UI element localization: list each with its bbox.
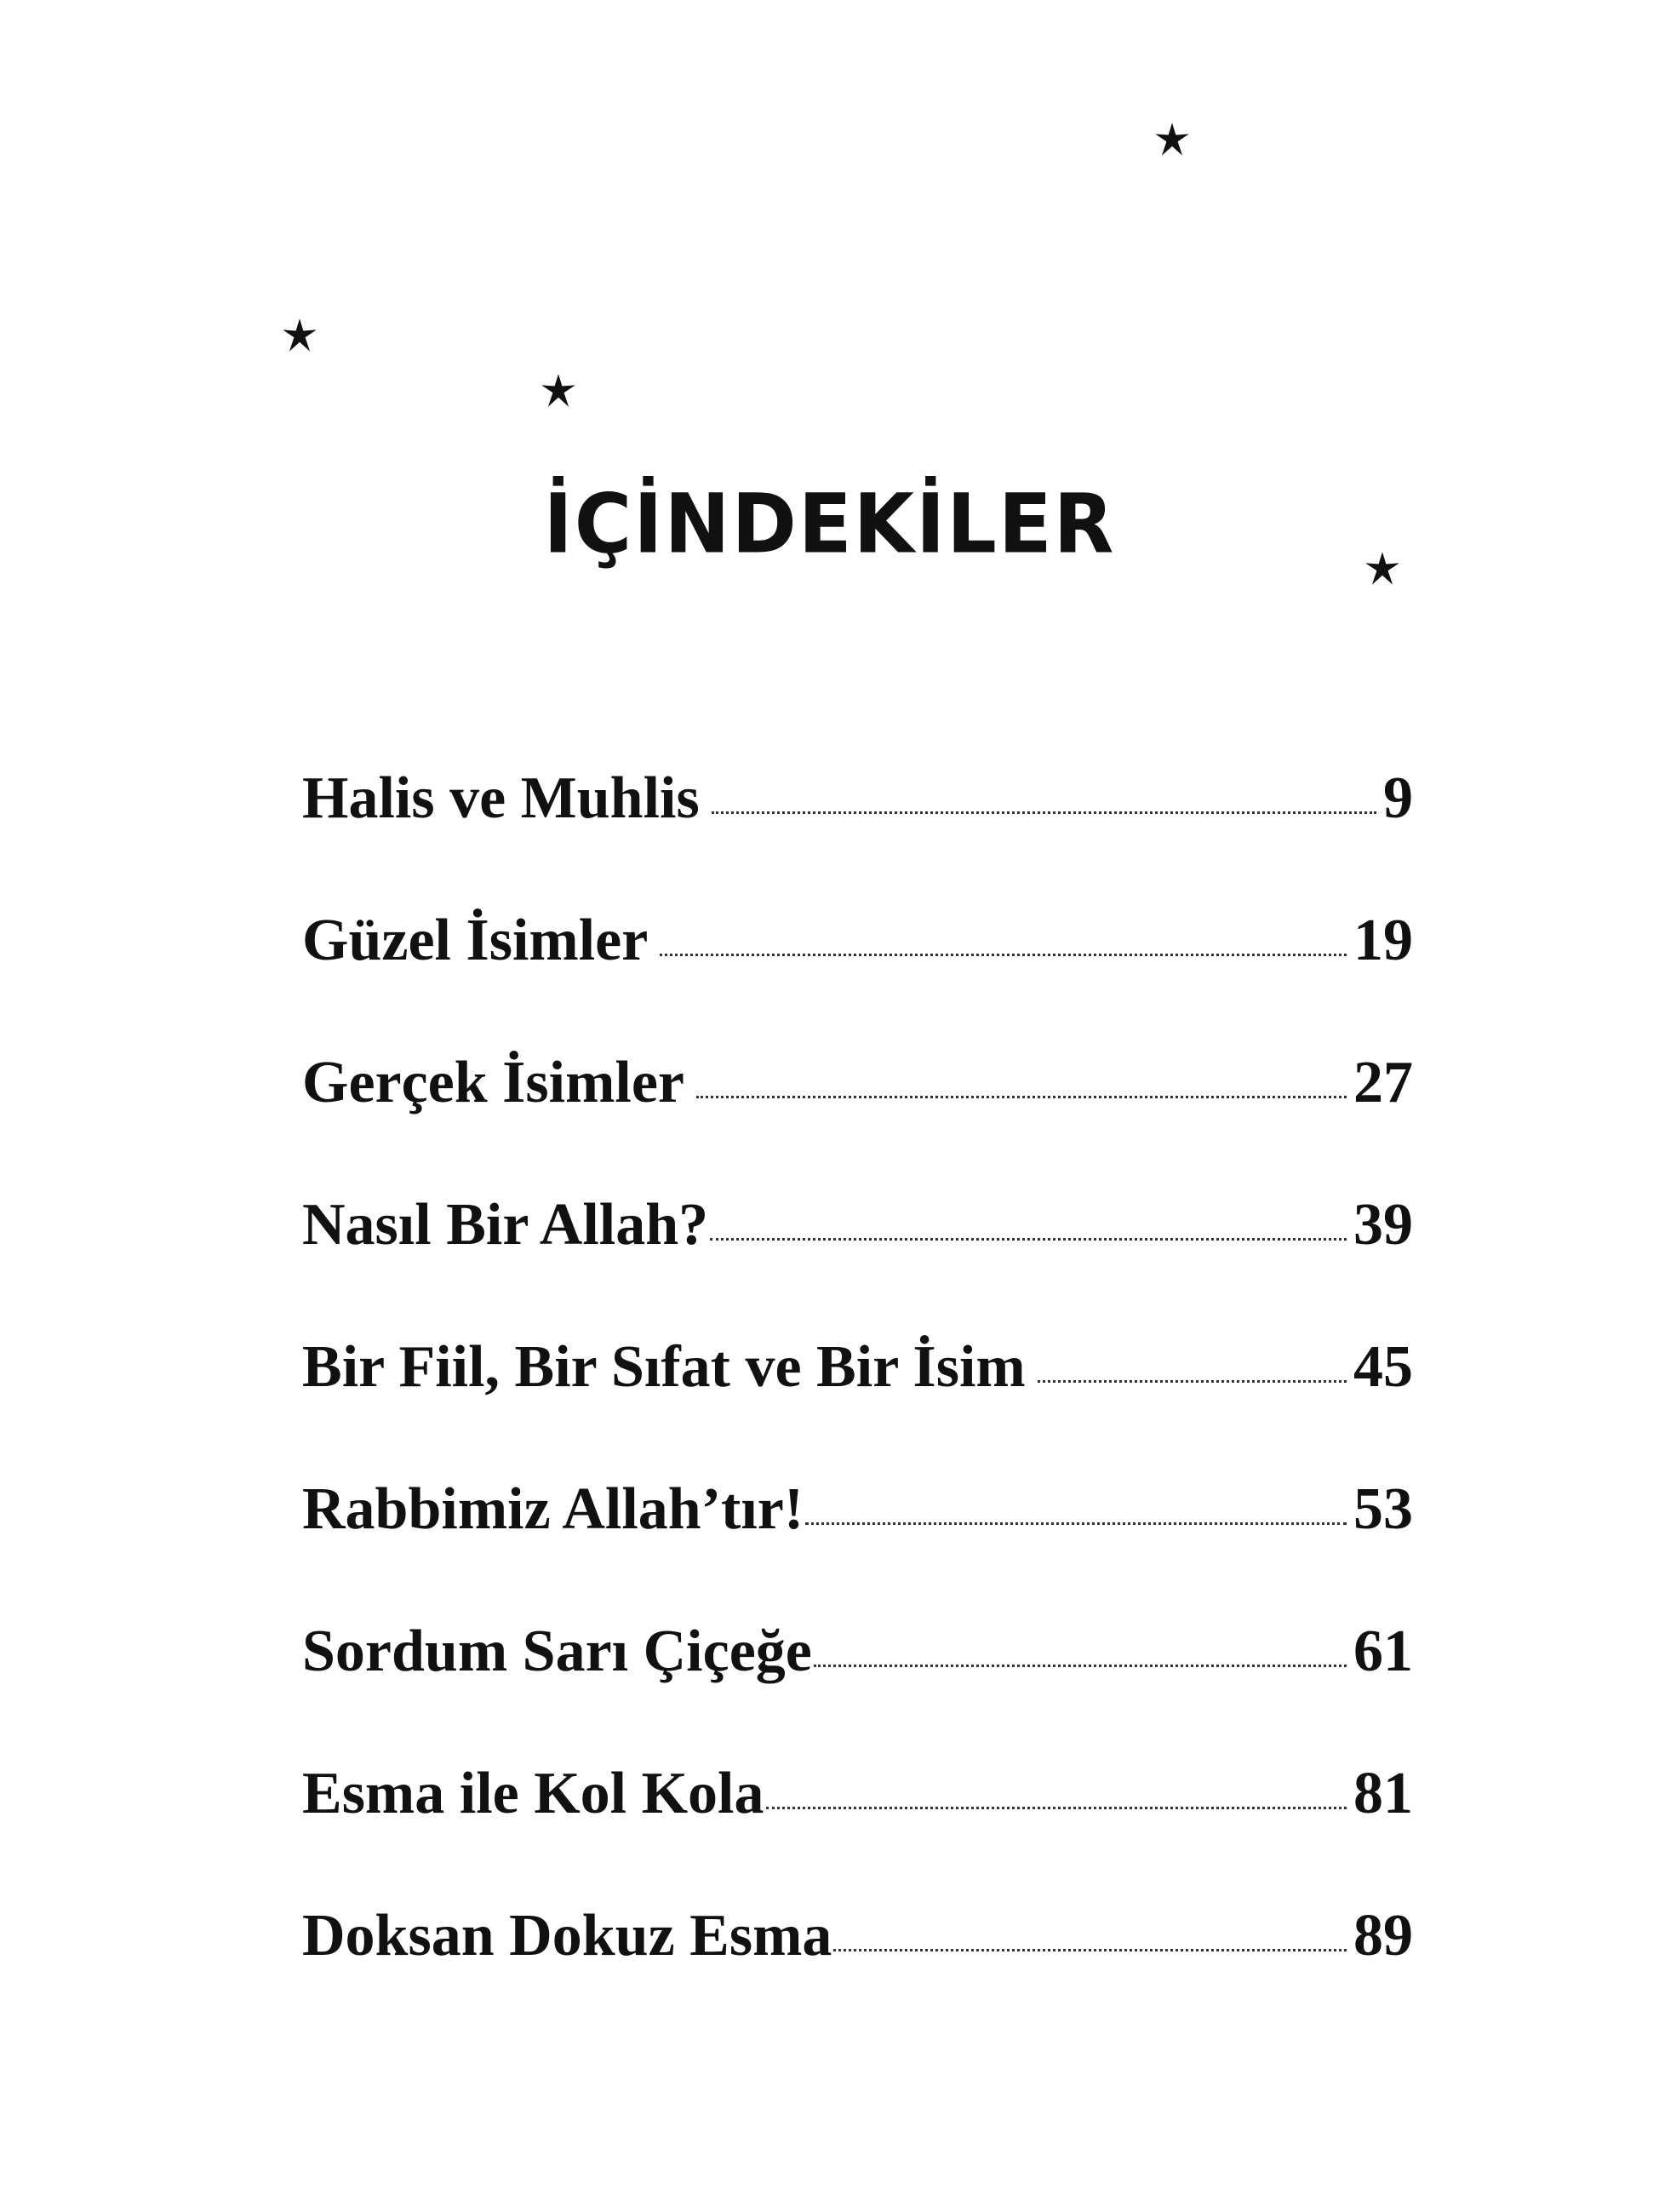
toc-entry-title: Doksan Dokuz Esma bbox=[302, 1903, 832, 1968]
toc-entry[interactable] bbox=[302, 1618, 1413, 1760]
star-icon bbox=[1153, 121, 1191, 158]
toc-page-number: 53 bbox=[1353, 1476, 1413, 1542]
toc-entry[interactable] bbox=[302, 1049, 1413, 1191]
toc-entry-title: Gerçek İsimler bbox=[302, 1050, 684, 1115]
toc-page-number: 9 bbox=[1383, 765, 1413, 831]
toc-entry-title: Esma ile Kol Kola bbox=[302, 1761, 764, 1826]
toc-dot-leader bbox=[833, 1949, 1347, 1951]
toc-entry-title: Sordum Sarı Çiçeğe bbox=[302, 1619, 812, 1684]
toc-dot-leader bbox=[710, 1238, 1347, 1241]
star-icon bbox=[281, 317, 318, 354]
toc-page-number: 27 bbox=[1353, 1050, 1413, 1115]
toc-page-number: 81 bbox=[1353, 1761, 1413, 1826]
toc-dot-leader bbox=[1038, 1380, 1347, 1383]
toc-dot-leader bbox=[696, 1096, 1347, 1098]
toc-entry[interactable] bbox=[302, 765, 1413, 907]
toc-entry[interactable] bbox=[302, 1333, 1413, 1476]
toc-entry-title: Rabbimiz Allah’tır! bbox=[302, 1476, 804, 1542]
toc-entry-title: Halis ve Muhlis bbox=[302, 765, 700, 831]
toc-entry-title: Nasıl Bir Allah? bbox=[302, 1192, 709, 1258]
toc-entry-title: Bir Fiil, Bir Sıfat ve Bir İsim bbox=[302, 1334, 1026, 1400]
toc-entry[interactable] bbox=[302, 1902, 1413, 2044]
toc-dot-leader bbox=[814, 1665, 1347, 1667]
toc-page-number: 19 bbox=[1353, 908, 1413, 973]
toc-entry[interactable] bbox=[302, 1476, 1413, 1618]
toc-page-number: 89 bbox=[1353, 1903, 1413, 1968]
toc-dot-leader bbox=[712, 811, 1376, 814]
toc-entry[interactable] bbox=[302, 1191, 1413, 1333]
toc-page-number: 61 bbox=[1353, 1619, 1413, 1684]
page-title: İÇİNDEKİLER bbox=[543, 475, 1116, 572]
toc-dot-leader bbox=[805, 1522, 1347, 1525]
toc-dot-leader bbox=[660, 954, 1347, 956]
star-icon bbox=[540, 372, 577, 410]
toc-page-number: 39 bbox=[1353, 1192, 1413, 1258]
toc-dot-leader bbox=[766, 1807, 1347, 1809]
table-of-contents bbox=[302, 765, 1413, 2044]
toc-entry[interactable] bbox=[302, 907, 1413, 1049]
toc-entry[interactable] bbox=[302, 1760, 1413, 1902]
toc-entry-title: Güzel İsimler bbox=[302, 908, 649, 973]
toc-page-number: 45 bbox=[1353, 1334, 1413, 1400]
